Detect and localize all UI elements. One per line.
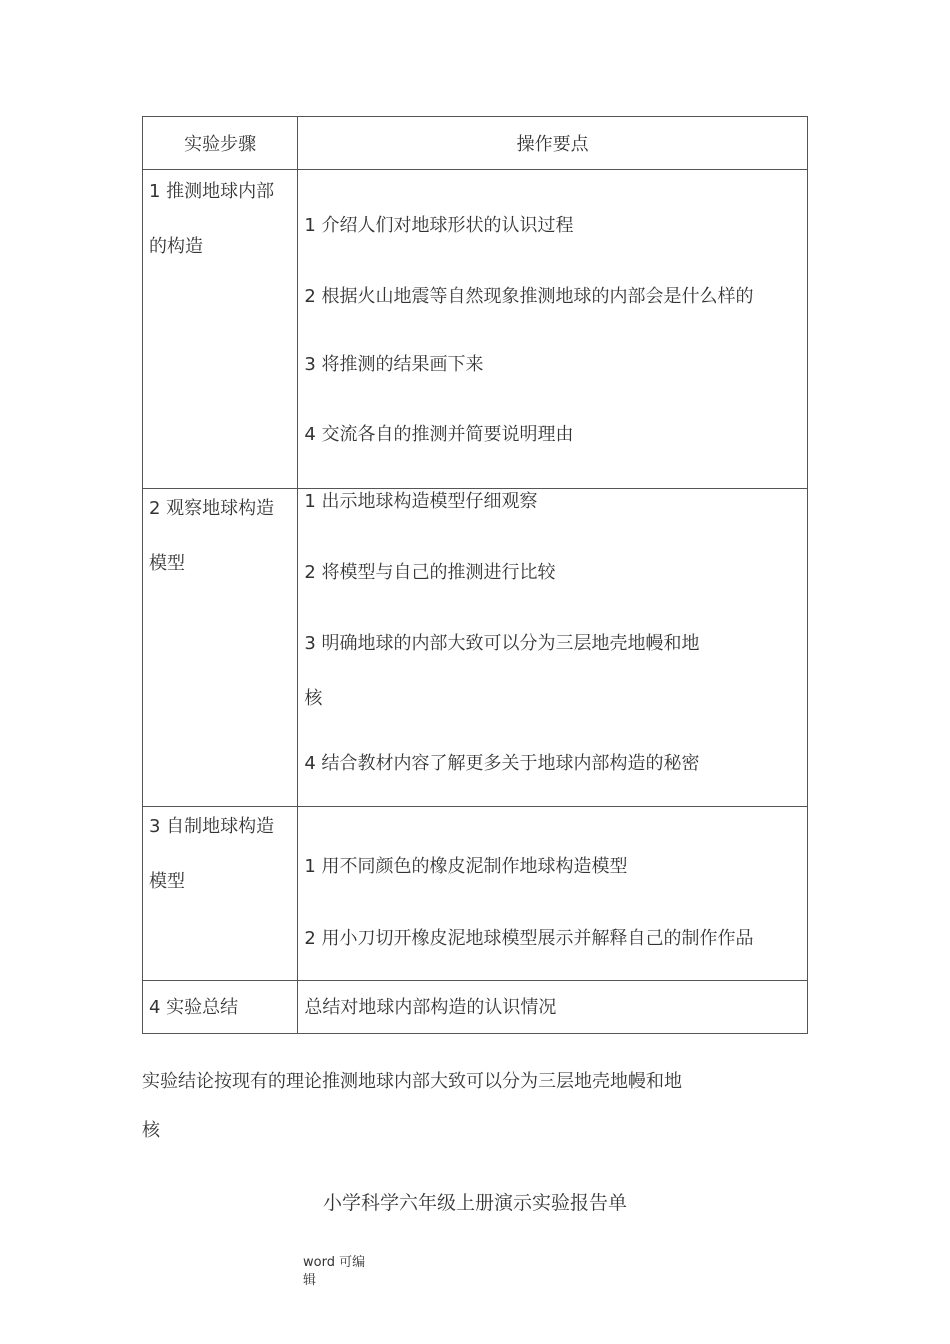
step-cell [143, 981, 298, 1034]
points-cell [298, 489, 808, 807]
conclusion-text: 核 [142, 1120, 160, 1141]
footer-note: 辑 [303, 1273, 317, 1288]
table-row [143, 807, 808, 981]
header-steps: 实验步骤 [143, 117, 298, 170]
point-item: 1 用不同颜色的橡皮泥制作地球构造模型 [304, 856, 628, 877]
table-row [143, 489, 808, 807]
experiment-table [142, 116, 808, 1034]
point-item: 3 将推测的结果画下来 [304, 354, 484, 375]
point-item: 3 明确地球的内部大致可以分为三层地壳地幔和地 [304, 633, 700, 654]
conclusion-text: 实验结论按现有的理论推测地球内部大致可以分为三层地壳地幔和地 [142, 1071, 682, 1092]
point-item: 2 用小刀切开橡皮泥地球模型展示并解释自己的制作作品 [304, 928, 754, 949]
step-label: 1 推测地球内部 [149, 181, 275, 202]
table-row [143, 981, 808, 1034]
step-cell [143, 170, 298, 489]
step-label: 2 观察地球构造 [149, 498, 275, 519]
footer-note: word 可编 [303, 1255, 366, 1270]
step-cell [143, 807, 298, 981]
point-item: 1 介绍人们对地球形状的认识过程 [304, 215, 574, 236]
step-label: 模型 [149, 553, 185, 574]
step-cell [143, 489, 298, 807]
step-label: 4 实验总结 [149, 997, 239, 1018]
points-cell [298, 170, 808, 489]
point-item: 2 将模型与自己的推测进行比较 [304, 562, 556, 583]
point-item: 4 交流各自的推测并简要说明理由 [304, 424, 574, 445]
points-cell [298, 807, 808, 981]
header-points: 操作要点 [298, 117, 808, 170]
table-row [143, 170, 808, 489]
point-item: 1 出示地球构造模型仔细观察 [304, 491, 538, 512]
table-header-row [143, 117, 808, 170]
step-label: 模型 [149, 871, 185, 892]
point-item: 总结对地球内部构造的认识情况 [304, 997, 557, 1018]
step-label: 的构造 [149, 236, 203, 257]
point-item: 核 [304, 688, 323, 709]
point-item: 4 结合教材内容了解更多关于地球内部构造的秘密 [304, 753, 700, 774]
page-title: 小学科学六年级上册演示实验报告单 [322, 1192, 627, 1214]
point-item: 2 根据火山地震等自然现象推测地球的内部会是什么样的 [304, 286, 754, 307]
step-label: 3 自制地球构造 [149, 816, 275, 837]
points-cell [298, 981, 808, 1034]
